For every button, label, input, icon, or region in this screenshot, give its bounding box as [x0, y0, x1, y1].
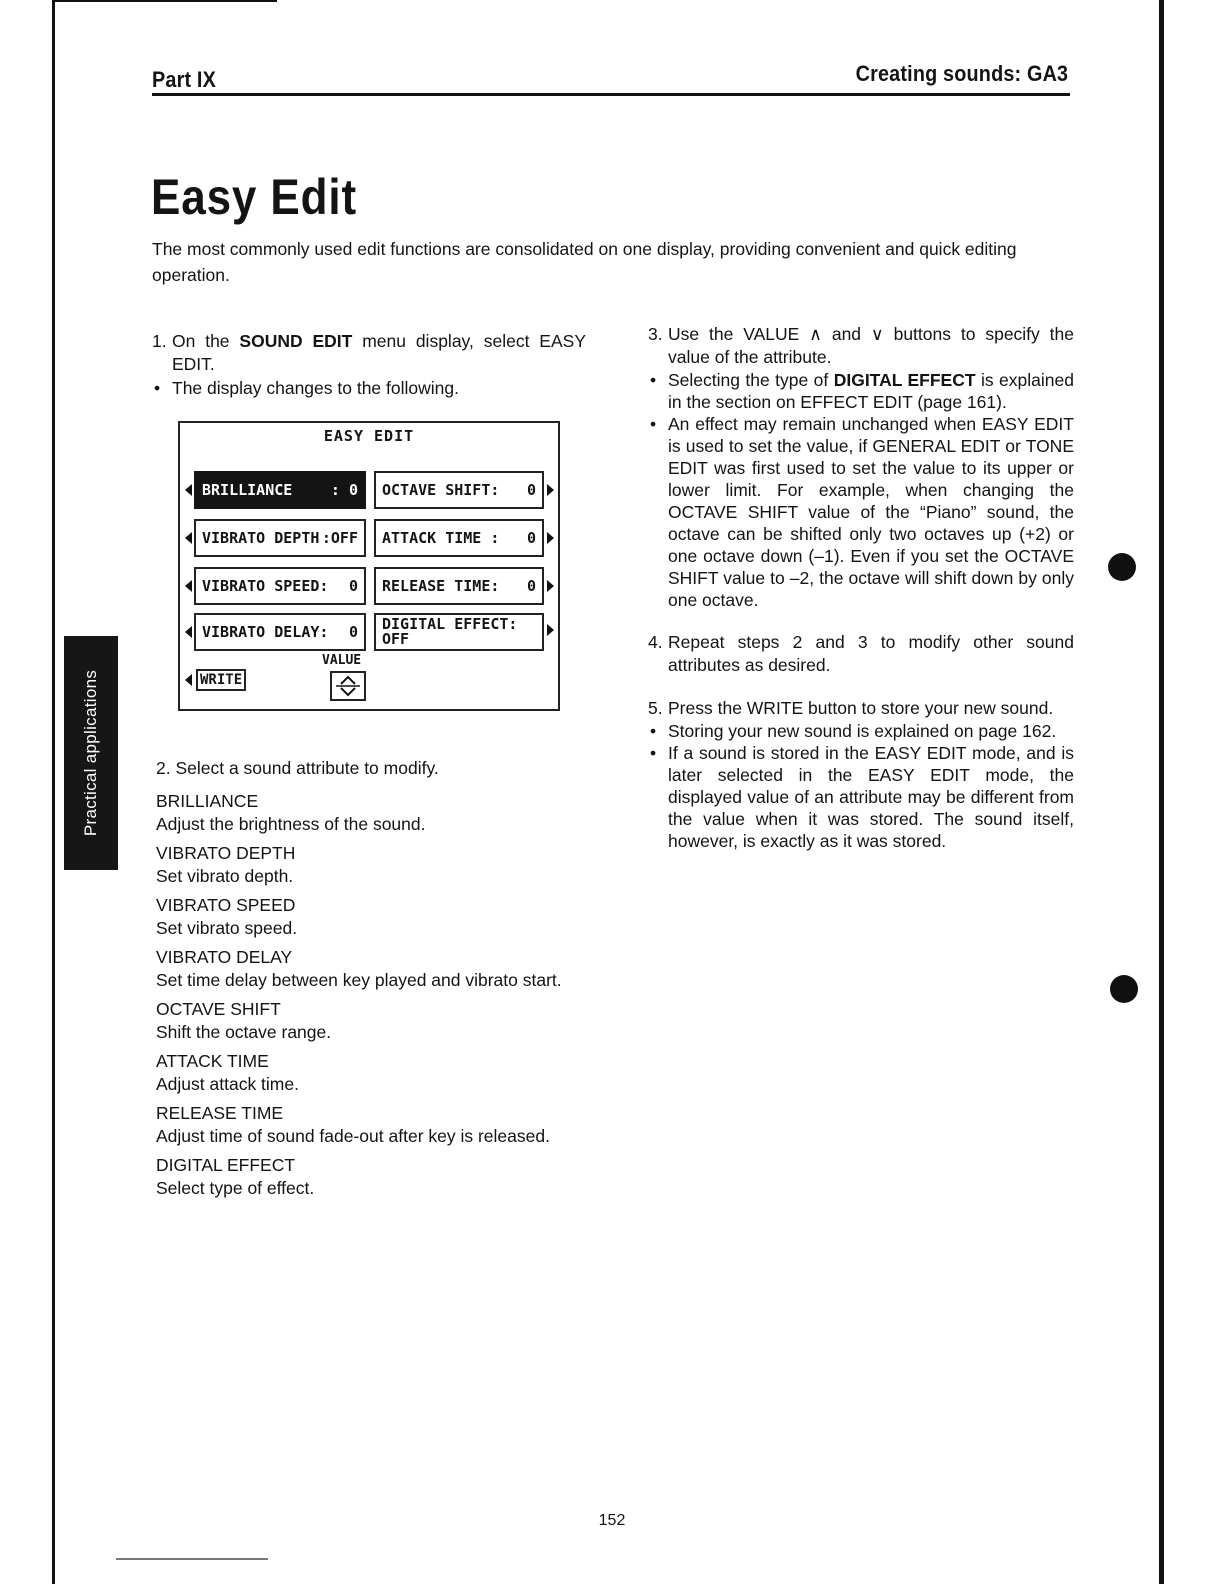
lcd-field-brilliance[interactable] [194, 471, 366, 509]
step-1-bullet [152, 377, 586, 399]
attribute-desc: Set time delay between key played and vibrato start. [156, 970, 562, 990]
lcd-field-label: OCTAVE SHIFT: [382, 481, 500, 499]
step-3-bullet-2 [648, 413, 1074, 611]
attribute-desc: Select type of effect. [156, 1178, 315, 1198]
step-4 [648, 631, 1074, 677]
bullet-mark: • [650, 370, 657, 390]
lcd-field-label: VIBRATO DEPTH [202, 529, 320, 547]
bullet-mark: • [650, 721, 657, 741]
lcd-field-value: 0 [526, 577, 536, 595]
binding-edge-right [1159, 0, 1164, 1584]
bullet-text: An effect may remain unchanged when EASY EDIT is used to set the value, if GENERAL EDIT or TONE EDIT was first used to set the value to its upper or lower limit. For example, when changing the OCTAVE SHIFT value of the “Piano” sound, the octave can be shifted only two octaves up (+2) or one octave down (–1). Even if you set the OCTAVE SHIFT value to –2, the octave will shift down by only one octave. [668, 414, 1074, 610]
bullet-mark: • [650, 414, 657, 434]
attribute-desc: Adjust the brightness of the sound. [156, 814, 426, 834]
attribute-desc: Shift the octave range. [156, 1022, 332, 1042]
header-rule [152, 93, 1070, 96]
lcd-display [178, 421, 560, 711]
attribute-desc: Set vibrato depth. [156, 866, 294, 886]
lcd-field-label: BRILLIANCE [202, 481, 293, 499]
attribute-release-time [156, 1102, 586, 1148]
step-5-text: Press the WRITE button to store your new sound. [668, 698, 1054, 718]
lcd-field-value: OFF [382, 630, 410, 648]
attribute-octave-shift [156, 998, 586, 1044]
step-number: 1. [152, 331, 167, 351]
right-arrow-icon [547, 580, 554, 592]
lcd-field-value: 0 [348, 623, 358, 641]
step-1-text-pre: On the [172, 331, 240, 351]
header-part: Part IX [152, 67, 216, 92]
lcd-field-label: DIGITAL EFFECT: [382, 615, 518, 633]
attribute-name: OCTAVE SHIFT [156, 999, 281, 1019]
lcd-value-label: VALUE [322, 653, 362, 668]
step-2: 2. Select a sound attribute to modify. [156, 758, 439, 778]
right-column [648, 323, 1074, 852]
attribute-vibrato-delay [156, 946, 586, 992]
left-arrow-icon [185, 626, 192, 638]
step-1 [152, 330, 586, 376]
attribute-digital-effect [156, 1154, 586, 1200]
lcd-field-value: :OFF [321, 529, 358, 547]
page-title: Easy Edit [151, 169, 358, 225]
step-5-bullet-2 [648, 742, 1074, 852]
binding-edge-top [55, 0, 277, 2]
left-arrow-icon [185, 532, 192, 544]
side-tab-label: Practical applications [81, 669, 100, 837]
step-5-bullet-1 [648, 720, 1074, 742]
bullet-text: If a sound is stored in the EASY EDIT mode, and is later selected in the EASY EDIT mode, the displayed value of an attribute may be different from the value when it was stored. The sound itself, however, is exactly as it was stored. [668, 743, 1074, 851]
attribute-attack-time [156, 1050, 586, 1096]
bullet-mark: • [650, 743, 657, 763]
lcd-field-vibrato-speed[interactable] [194, 567, 366, 605]
left-arrow-icon [185, 674, 192, 686]
page-number: 152 [598, 1512, 626, 1529]
intro-paragraph: The most commonly used edit functions are consolidated on one display, providing convenient and quick editing operation. [152, 239, 1017, 285]
lcd-field-label: ATTACK TIME : [382, 529, 500, 547]
step-1-text-bold: SOUND EDIT [239, 331, 353, 351]
lcd-write-button[interactable]: WRITE [196, 669, 246, 691]
header-section: Creating sounds: GA3 [855, 61, 1068, 86]
lcd-field-octave-shift[interactable] [374, 471, 544, 509]
lcd-field-release-time[interactable] [374, 567, 544, 605]
attribute-name: VIBRATO SPEED [156, 895, 296, 915]
attribute-name: ATTACK TIME [156, 1051, 269, 1071]
bullet-text: Storing your new sound is explained on page 162. [668, 721, 1057, 741]
attribute-name: DIGITAL EFFECT [156, 1155, 296, 1175]
step-1-text-post: menu display, select EASY EDIT. [172, 331, 586, 374]
lcd-title: EASY EDIT [323, 427, 415, 445]
attribute-desc: Adjust time of sound fade-out after key is released. [156, 1126, 550, 1146]
lcd-field-attack-time[interactable] [374, 519, 544, 557]
step-4-text: Repeat steps 2 and 3 to modify other sound attributes as desired. [668, 632, 1074, 675]
binding-edge-left [52, 0, 55, 1584]
attribute-name: VIBRATO DELAY [156, 947, 293, 967]
binding-edge-bottom [116, 1558, 268, 1560]
attribute-desc: Set vibrato speed. [156, 918, 298, 938]
lcd-field-value: 0 [526, 529, 536, 547]
left-arrow-icon [185, 484, 192, 496]
lcd-field-label: RELEASE TIME: [382, 577, 500, 595]
lcd-field-digital-effect[interactable] [374, 613, 544, 651]
attribute-vibrato-depth [156, 842, 586, 888]
up-down-arrows-icon [332, 673, 364, 699]
bullet-text: The display changes to the following. [172, 378, 459, 398]
right-arrow-icon [547, 484, 554, 496]
binder-hole-mark [1108, 553, 1136, 581]
bullet-mark: • [154, 378, 161, 398]
lcd-field-value: 0 [526, 481, 536, 499]
bullet-text-pre: Selecting the type of [668, 370, 834, 390]
attribute-name: BRILLIANCE [156, 791, 259, 811]
left-arrow-icon [185, 580, 192, 592]
attribute-list [156, 757, 586, 1200]
lcd-field-vibrato-depth[interactable] [194, 519, 366, 557]
lcd-field-label: VIBRATO DELAY: [202, 623, 329, 641]
lcd-field-vibrato-delay[interactable] [194, 613, 366, 651]
right-arrow-icon [547, 532, 554, 544]
value-up-down-icon[interactable] [330, 671, 366, 701]
attribute-vibrato-speed [156, 894, 586, 940]
step-3-bullet-1 [648, 369, 1074, 413]
binder-hole-mark [1110, 975, 1138, 1003]
left-column [152, 330, 586, 399]
step-3-text: Use the VALUE ∧ and ∨ buttons to specify the value of the attribute. [668, 324, 1074, 367]
right-arrow-icon [547, 624, 554, 636]
bullet-text-post: is explained in the section on EFFECT EDIT (page 161). [668, 370, 1074, 412]
lcd-field-value: : 0 [330, 481, 358, 499]
lcd-field-value: 0 [348, 577, 358, 595]
attribute-desc: Adjust attack time. [156, 1074, 299, 1094]
attribute-name: VIBRATO DEPTH [156, 843, 296, 863]
step-number: 4. [648, 632, 663, 652]
bullet-text-bold: DIGITAL EFFECT [833, 370, 976, 390]
step-number: 5. [648, 698, 663, 718]
step-3 [648, 323, 1074, 369]
step-number: 3. [648, 324, 663, 344]
attribute-name: RELEASE TIME [156, 1103, 284, 1123]
attribute-brilliance [156, 790, 586, 836]
lcd-field-label: VIBRATO SPEED: [202, 577, 329, 595]
step-5 [648, 697, 1074, 720]
